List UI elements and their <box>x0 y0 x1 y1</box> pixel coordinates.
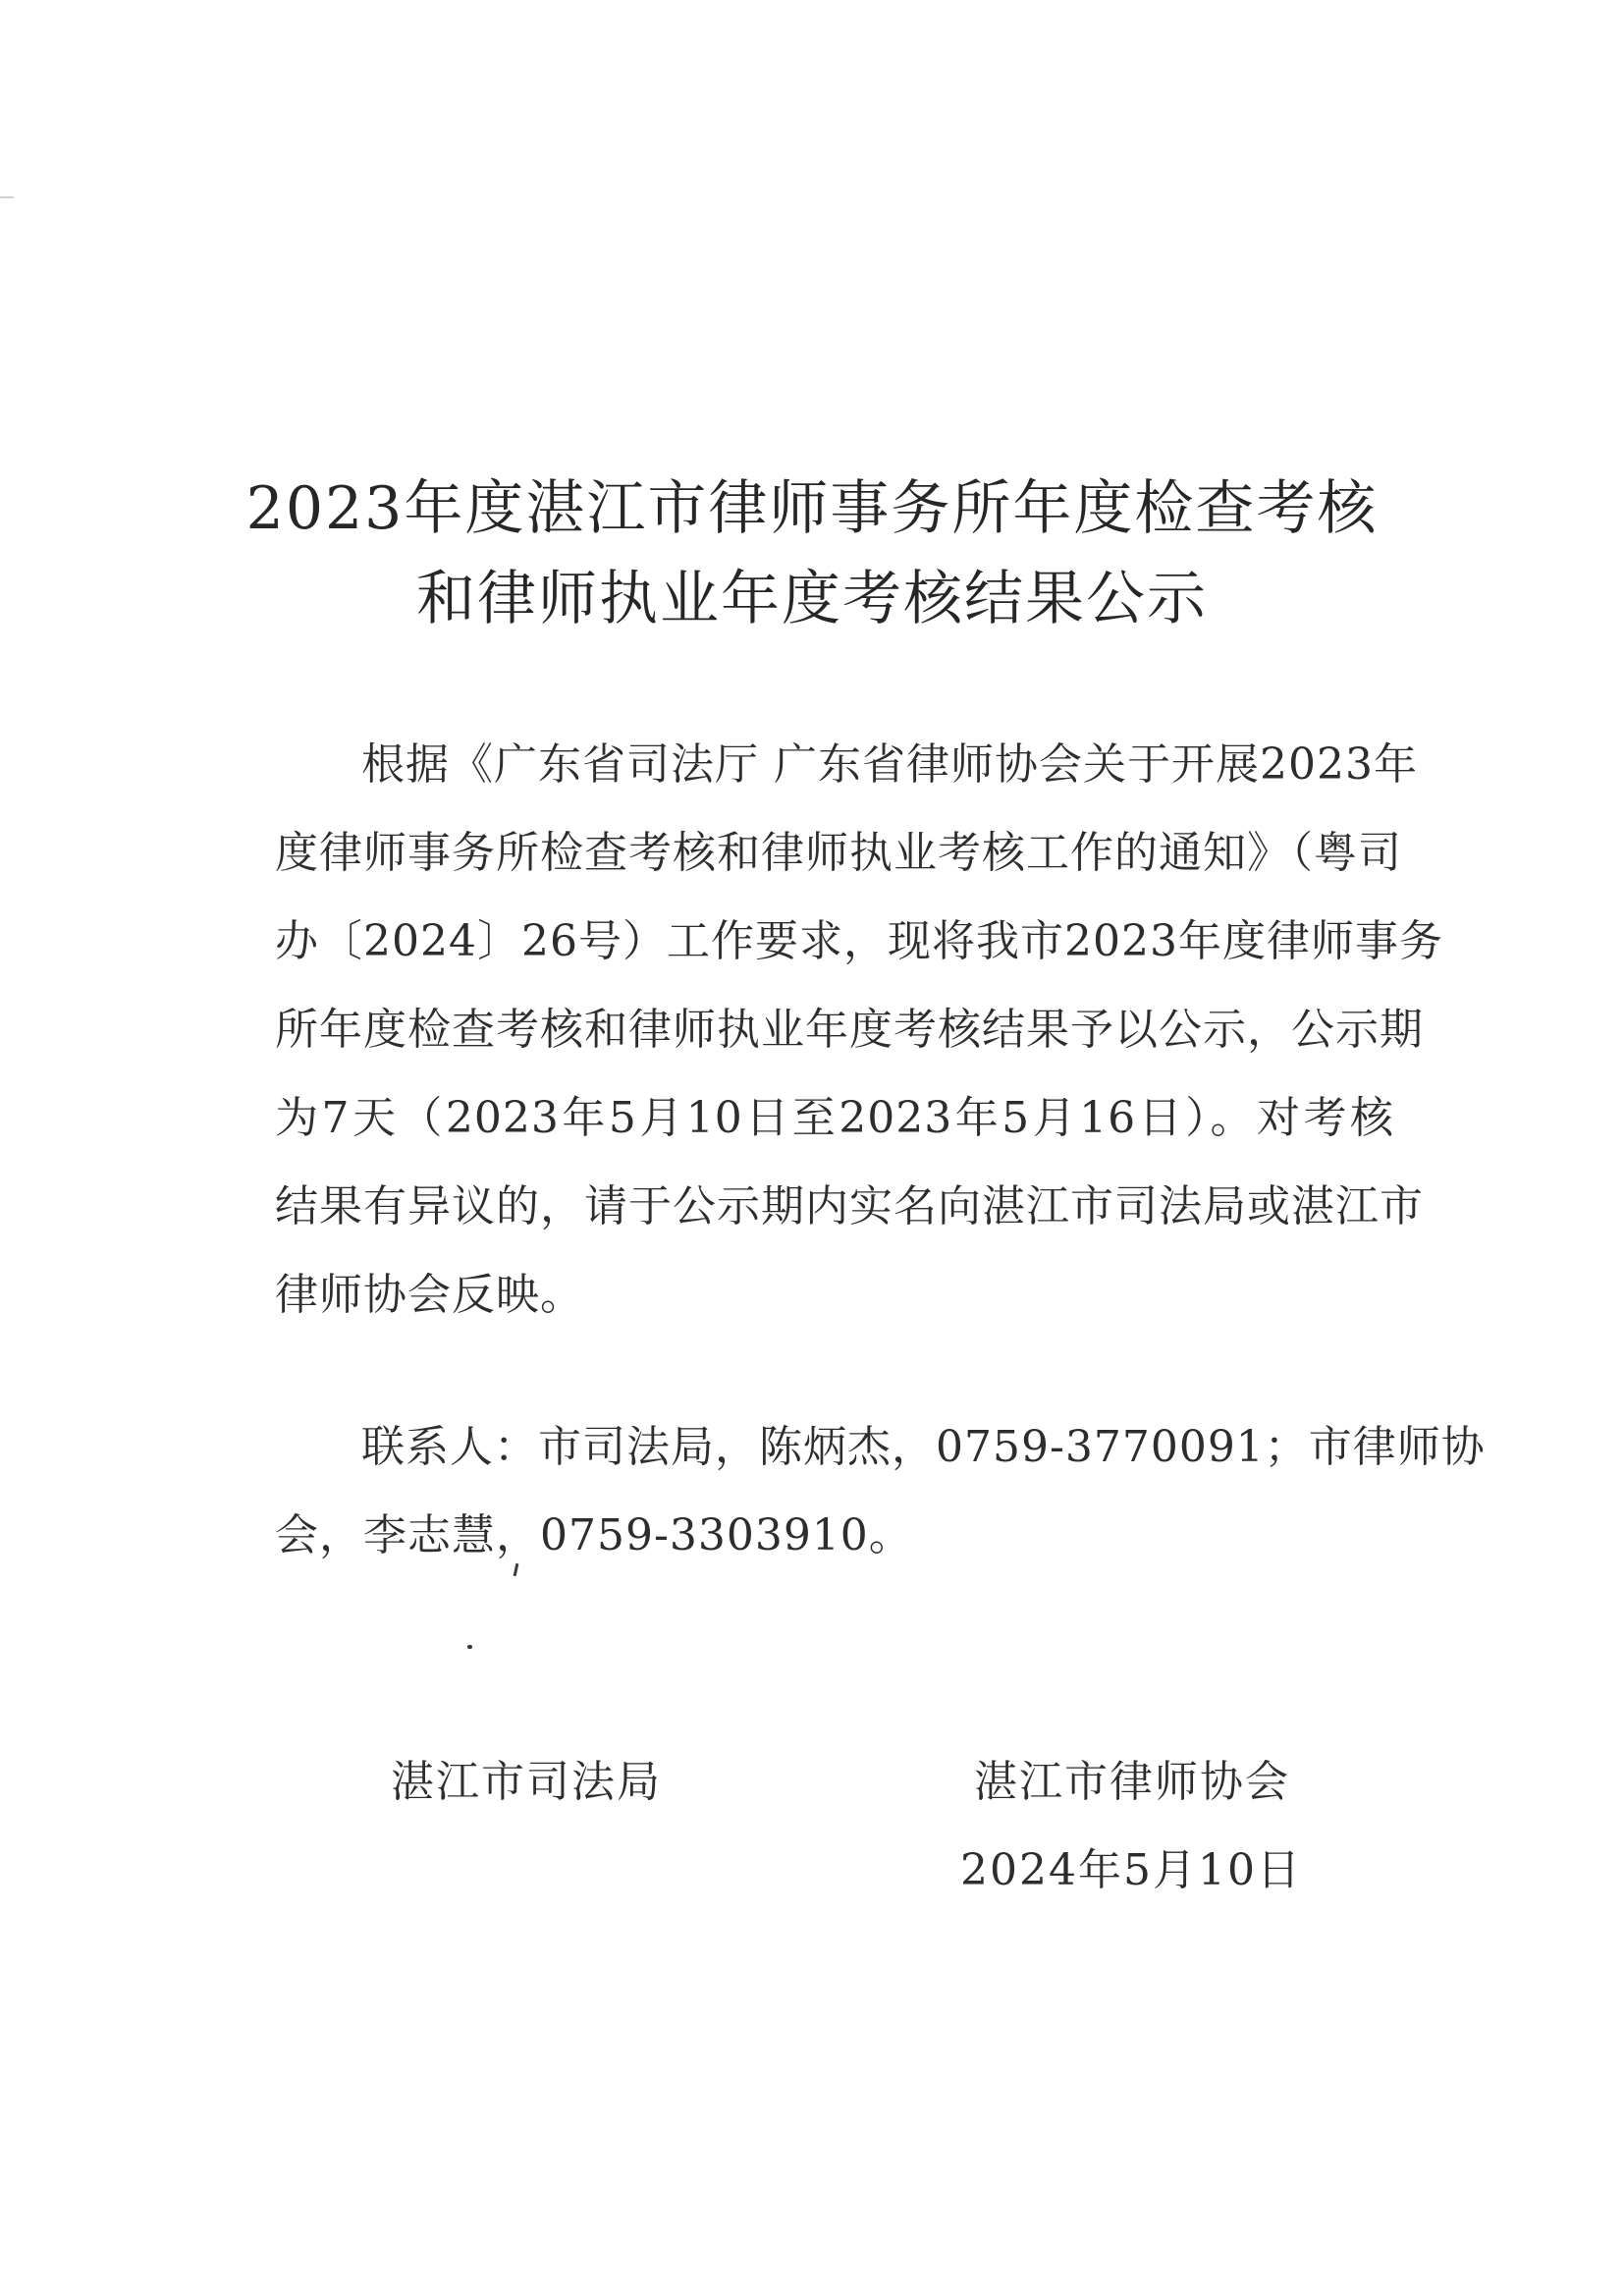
signature-justice-bureau: 湛江市司法局 <box>391 1757 662 1807</box>
body-paragraph-line: 办〔2024〕26号）工作要求，现将我市2023年度律师事务 <box>275 916 1443 966</box>
body-paragraph-line: 为7天（2023年5月10日至2023年5月16日）。对考核 <box>275 1093 1394 1143</box>
body-paragraph-line: 律师协会反映。 <box>275 1270 584 1320</box>
scan-speck <box>514 1563 519 1576</box>
document-title-line-1: 2023年度湛江市律师事务所年度检查考核 <box>245 474 1379 543</box>
scan-edge-mark <box>0 196 14 198</box>
body-paragraph-line: 度律师事务所检查考核和律师执业考核工作的通知》（粤司 <box>275 828 1402 878</box>
body-paragraph-line: 根据《广东省司法厅 广东省律师协会关于开展2023年 <box>361 739 1418 790</box>
scan-speck <box>467 1645 472 1649</box>
signature-lawyers-association: 湛江市律师协会 <box>974 1757 1290 1807</box>
contact-line: 会，李志慧，0759-3303910。 <box>275 1510 913 1560</box>
body-paragraph-line: 结果有异议的，请于公示期内实名向湛江市司法局或湛江市 <box>275 1181 1424 1231</box>
contact-line: 联系人：市司法局，陈炳杰，0759-3770091；市律师协 <box>361 1422 1486 1472</box>
document-title-line-2: 和律师执业年度考核结果公示 <box>416 565 1208 633</box>
signature-date: 2024年5月10日 <box>960 1845 1302 1895</box>
body-paragraph-line: 所年度检查考核和律师执业年度考核结果予以公示，公示期 <box>275 1005 1424 1055</box>
